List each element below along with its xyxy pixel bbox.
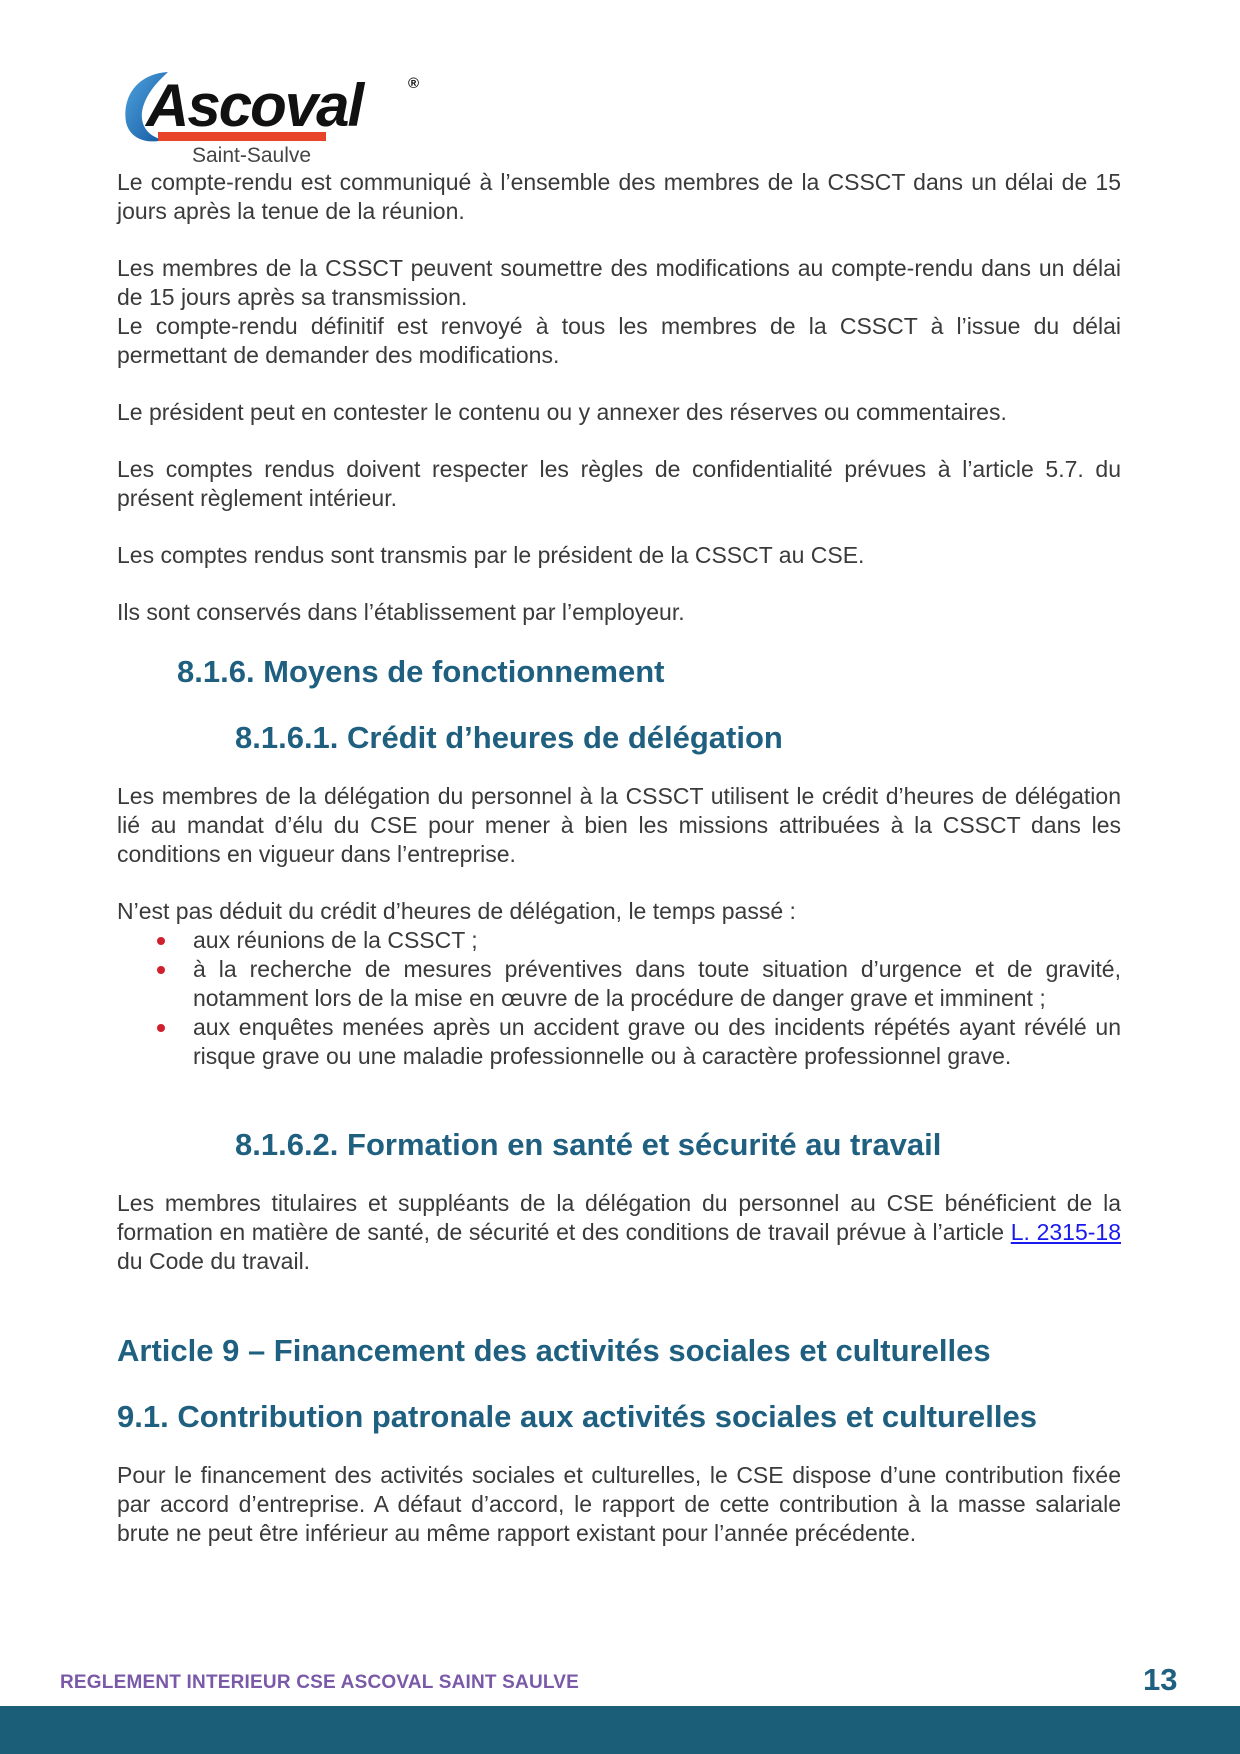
paragraph: Le président peut en contester le contenu ou y annexer des réserves ou commentaires. <box>117 399 1007 425</box>
list-item: aux réunions de la CSSCT ; <box>117 926 1121 955</box>
bullet-icon <box>157 966 165 974</box>
page-number: 13 <box>1143 1662 1178 1697</box>
article-heading-9: Article 9 – Financement des activités sociales et culturelles <box>117 1333 991 1368</box>
document-body <box>117 168 1121 1548</box>
section-heading-8-1-6-1: 8.1.6.1. Crédit d’heures de délégation <box>235 720 783 755</box>
section-heading-8-1-6-2: 8.1.6.2. Formation en santé et sécurité au travail <box>235 1127 942 1162</box>
paragraph: Le compte-rendu est communiqué à l’ensemble des membres de la CSSCT dans un délai de 15 jours après la tenue de la réunion. <box>117 169 1121 224</box>
list-item: aux enquêtes menées après un accident grave ou des incidents répétés ayant révélé un risque grave ou une maladie professionnelle ou à caractère professionnel grave. <box>117 1013 1121 1071</box>
svg-text:®: ® <box>408 75 420 92</box>
section-heading-8-1-6: 8.1.6. Moyens de fonctionnement <box>177 654 665 689</box>
law-article-link[interactable]: L. 2315-18 <box>1010 1219 1122 1245</box>
paragraph: Les comptes rendus sont transmis par le président de la CSSCT au CSE. <box>117 542 865 568</box>
section-heading-9-1: 9.1. Contribution patronale aux activités sociales et culturelles <box>117 1399 1037 1434</box>
bullet-icon <box>157 1024 165 1032</box>
svg-text:Ascoval: Ascoval <box>146 72 363 139</box>
paragraph: Le compte-rendu définitif est renvoyé à tous les membres de la CSSCT à l’issue du délai permettant de demander des modifications. <box>117 313 1121 368</box>
paragraph: Les membres de la délégation du personnel à la CSSCT utilisent le crédit d’heures de délégation lié au mandat d’élu du CSE pour mener à bien les missions attribuées à la CSSCT dans les conditions en vigueur dans l’entreprise. <box>117 783 1121 867</box>
logo-subtitle: Saint-Saulve <box>192 144 312 167</box>
bullet-list <box>117 926 1121 1071</box>
footer-bar <box>0 1706 1240 1754</box>
paragraph: Les membres titulaires et suppléants de la délégation du personnel au CSE bénéficient de la formation en matière de santé, de sécurité et des conditions de travail prévue à l’article L. 2315-18 du Code du travail. <box>117 1190 1122 1274</box>
footer-title: REGLEMENT INTERIEUR CSE ASCOVAL SAINT SAULVE <box>60 1672 580 1693</box>
paragraph: Ils sont conservés dans l’établissement par l’employeur. <box>117 599 685 625</box>
paragraph: N’est pas déduit du crédit d’heures de délégation, le temps passé : <box>117 898 796 924</box>
paragraph: Pour le financement des activités sociales et culturelles, le CSE dispose d’une contribution fixée par accord d’entreprise. A défaut d’accord, le rapport de cette contribution à la masse salariale brute ne peut être inférieur au même rapport existant pour l’année précédente. <box>117 1462 1121 1546</box>
bullet-icon <box>157 937 165 945</box>
list-item: à la recherche de mesures préventives dans toute situation d’urgence et de gravité, notamment lors de la mise en œuvre de la procédure de danger grave et imminent ; <box>117 955 1121 1013</box>
paragraph: Les comptes rendus doivent respecter les règles de confidentialité prévues à l’article 5.7. du présent règlement intérieur. <box>117 456 1121 511</box>
paragraph: Les membres de la CSSCT peuvent soumettre des modifications au compte-rendu dans un délai de 15 jours après sa transmission. <box>117 255 1121 310</box>
